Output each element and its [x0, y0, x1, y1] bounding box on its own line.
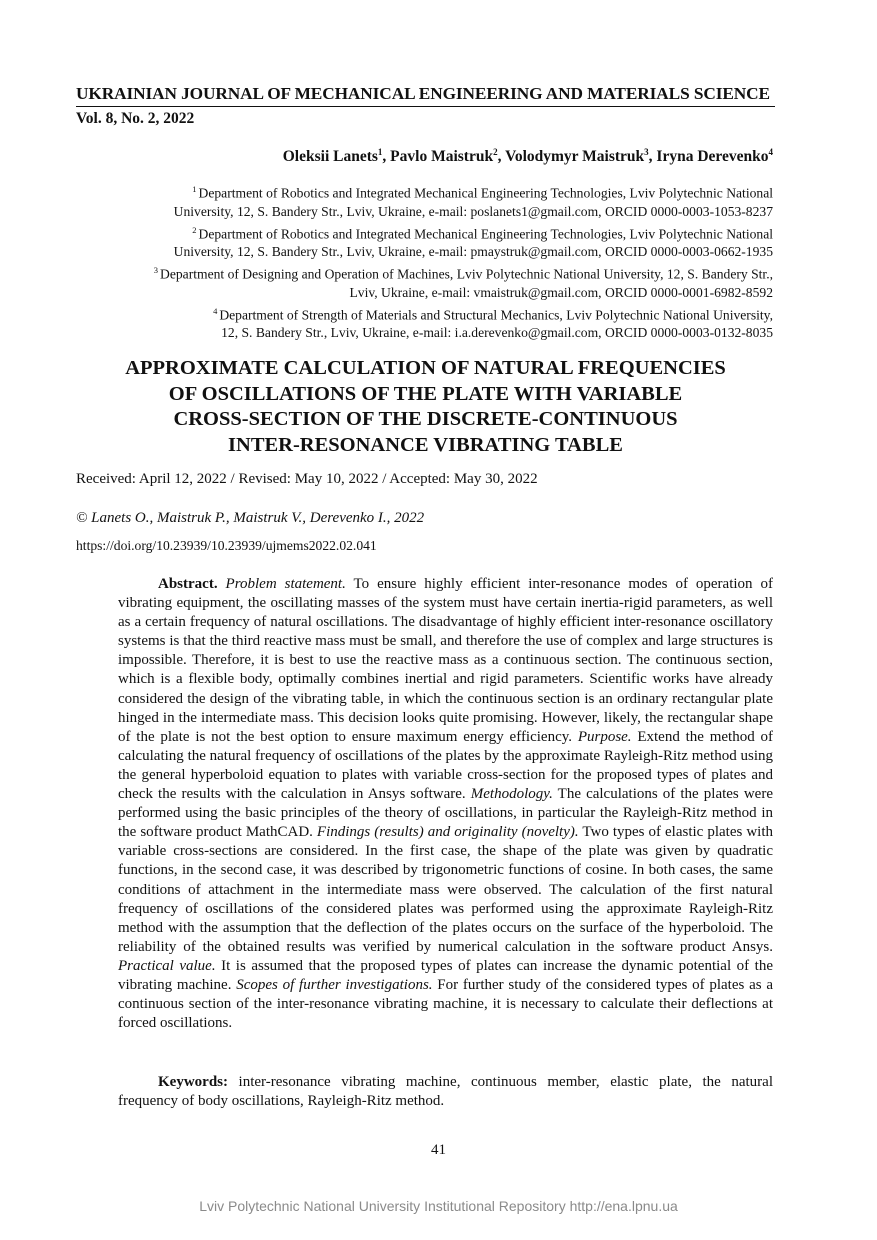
paper-title	[76, 356, 775, 458]
purpose-label: Purpose.	[577, 728, 632, 745]
practical-text: It is assumed that the proposed types of plates can increase the dynamic potential of the vibrating machine.	[118, 957, 773, 993]
title-line: OF OSCILLATIONS OF THE PLATE WITH VARIABLE	[168, 382, 683, 405]
methodology-label: Methodology.	[470, 786, 553, 803]
author-sup: 2	[493, 147, 498, 157]
title-line: APPROXIMATE CALCULATION OF NATURAL FREQUENCIES	[125, 357, 726, 379]
problem-label: Problem statement.	[225, 576, 346, 592]
affiliation-sup: 4	[213, 305, 218, 316]
findings-text: Two types of elastic plates with variable cross-sections are considered. In the first case, the shape of the plate was given by quadratic functions, in the second case, it was described by trigonometric functions of cosine. In both cases, the same conditions of attachment in the intermediate mass were observed. The calculation of the first natural frequency of oscillations of the considered plates was performed using the approximate Rayleigh-Ritz method with the assumption that the deflection of the plates occurs on the surface of the hyperboloid. The reliability of the obtained results was verified by numerical calculation in the software product Ansys.	[118, 824, 773, 955]
abstract	[118, 575, 773, 1033]
keywords	[118, 1073, 773, 1111]
practical-label: Practical value.	[118, 957, 216, 974]
repository-footer[interactable]: Lviv Polytechnic National University Institutional Repository http://ena.lpnu.ua	[199, 1198, 678, 1214]
affiliation-list	[53, 180, 773, 342]
journal-volume: Vol. 8, No. 2, 2022	[76, 110, 195, 127]
affiliation-sup: 2	[192, 224, 197, 235]
page-number: 41	[431, 1142, 446, 1158]
doi-link[interactable]: https://doi.org/10.23939/10.23939/ujmems2022.02.041	[76, 538, 377, 553]
affiliation-text: Department of Robotics and Integrated Mechanical Engineering Technologies, Lviv Polytechnic National University, 12, S. Bandery Str., Lviv, Ukraine, e-mail: poslanets1@gmail.com, ORCID 0000-0003-1053-8237	[173, 185, 773, 219]
affiliation-text: Department of Designing and Operation of Machines, Lviv Polytechnic National University, 12, S. Bandery Str., Lviv, Ukraine, e-mail: vmaistruk@gmail.com, ORCID 0000-0001-6982-8592	[160, 266, 773, 300]
title-line: CROSS-SECTION OF THE DISCRETE-CONTINUOUS	[173, 408, 678, 430]
received-dates: Received: April 12, 2022 / Revised: May 10, 2022 / Accepted: May 30, 2022	[76, 471, 538, 487]
purpose-text: Extend the method of calculating the natural frequency of oscillations of the plates by the approximate Rayleigh-Ritz method using the general hyperboloid equation to plates with variable cross-section for the proposed types of plates and check the results with the calculation in Ansys software.	[118, 728, 773, 803]
affiliation	[53, 302, 773, 343]
affiliation	[53, 180, 773, 221]
further-text: For further study of the considered types of plates as a continuous section of the inter-resonance vibrating machine, it is necessary to calculate their deflections at forced oscillations.	[118, 976, 773, 1032]
author-sup: 4	[768, 147, 773, 157]
abstract-label: Abstract.	[158, 576, 218, 592]
author-name: Oleksii Lanets	[282, 148, 378, 166]
affiliation-sup: 3	[153, 265, 159, 276]
affiliation	[53, 261, 773, 302]
affiliation-text: Department of Robotics and Integrated Mechanical Engineering Technologies, Lviv Polytechnic National University, 12, S. Bandery Str., Lviv, Ukraine, e-mail: pmaystruk@gmail.com, ORCID 0000-0003-0662-1935	[173, 226, 773, 260]
findings-label: Findings (results) and originality (novelty).	[316, 824, 579, 841]
author-sup: 3	[644, 147, 649, 157]
journal-name: UKRAINIAN JOURNAL OF MECHANICAL ENGINEERING AND MATERIALS SCIENCE	[76, 84, 770, 103]
copyright-line: © Lanets O., Maistruk P., Maistruk V., Derevenko I., 2022	[76, 510, 425, 526]
keywords-label: Keywords:	[158, 1074, 228, 1090]
header-rule	[76, 106, 775, 107]
problem-text: To ensure highly efficient inter-resonance modes of operation of vibrating equipment, the oscillating masses of the system must have certain inertia-rigid parameters, as well as a certain frequency of natural oscillations. The disadvantage of highly efficient inter-resonance oscillatory systems is that the third reactive mass must be small, and therefore the use of complex and large structures is impossible. Therefore, it is best to use the reactive mass as a continuous section. The continuous section, which is a flexible body, optimally combines inertial and rigid parameters. Scientific works have already considered the design of the vibrating table, in which the continuous section is an ordinary rectangular plate hinged in the intermediate mass. This decision looks quite promising. However, likely, the rectangular shape of the plate is not the best option to ensure maximum energy efficiency.	[118, 576, 774, 745]
affiliation-text: Department of Strength of Materials and Structural Mechanics, Lviv Polytechnic National University, 12, S. Bandery Str., Lviv, Ukraine, e-mail: i.a.derevenko@gmail.com, ORCID 0000-0003-0132-8035	[219, 307, 773, 341]
title-line: INTER-RESONANCE VIBRATING TABLE	[228, 433, 623, 456]
author-list: Oleksii Lanets$^1$, Pavlo Maistruk$^2$, Volodymyr Maistruk$^3$, Iryna Derevenko$^4$	[282, 147, 773, 166]
affiliation-sup: 1	[192, 184, 197, 194]
author-sup: 1	[377, 147, 383, 157]
methodology-text: The calculations of the plates were performed using the basic principles of the theory of oscillations, in particular the Rayleigh-Ritz method in the software product MathCAD.	[118, 786, 773, 841]
author-name: Volodymyr Maistruk	[505, 148, 645, 166]
affiliation	[53, 221, 773, 262]
author-name: Pavlo Maistruk	[390, 148, 494, 166]
keywords-text: inter-resonance vibrating machine, continuous member, elastic plate, the natural frequency of body oscillations, Rayleigh-Ritz method.	[118, 1074, 773, 1110]
author-name: Iryna Derevenko	[656, 148, 769, 166]
further-label: Scopes of further investigations.	[236, 976, 433, 993]
